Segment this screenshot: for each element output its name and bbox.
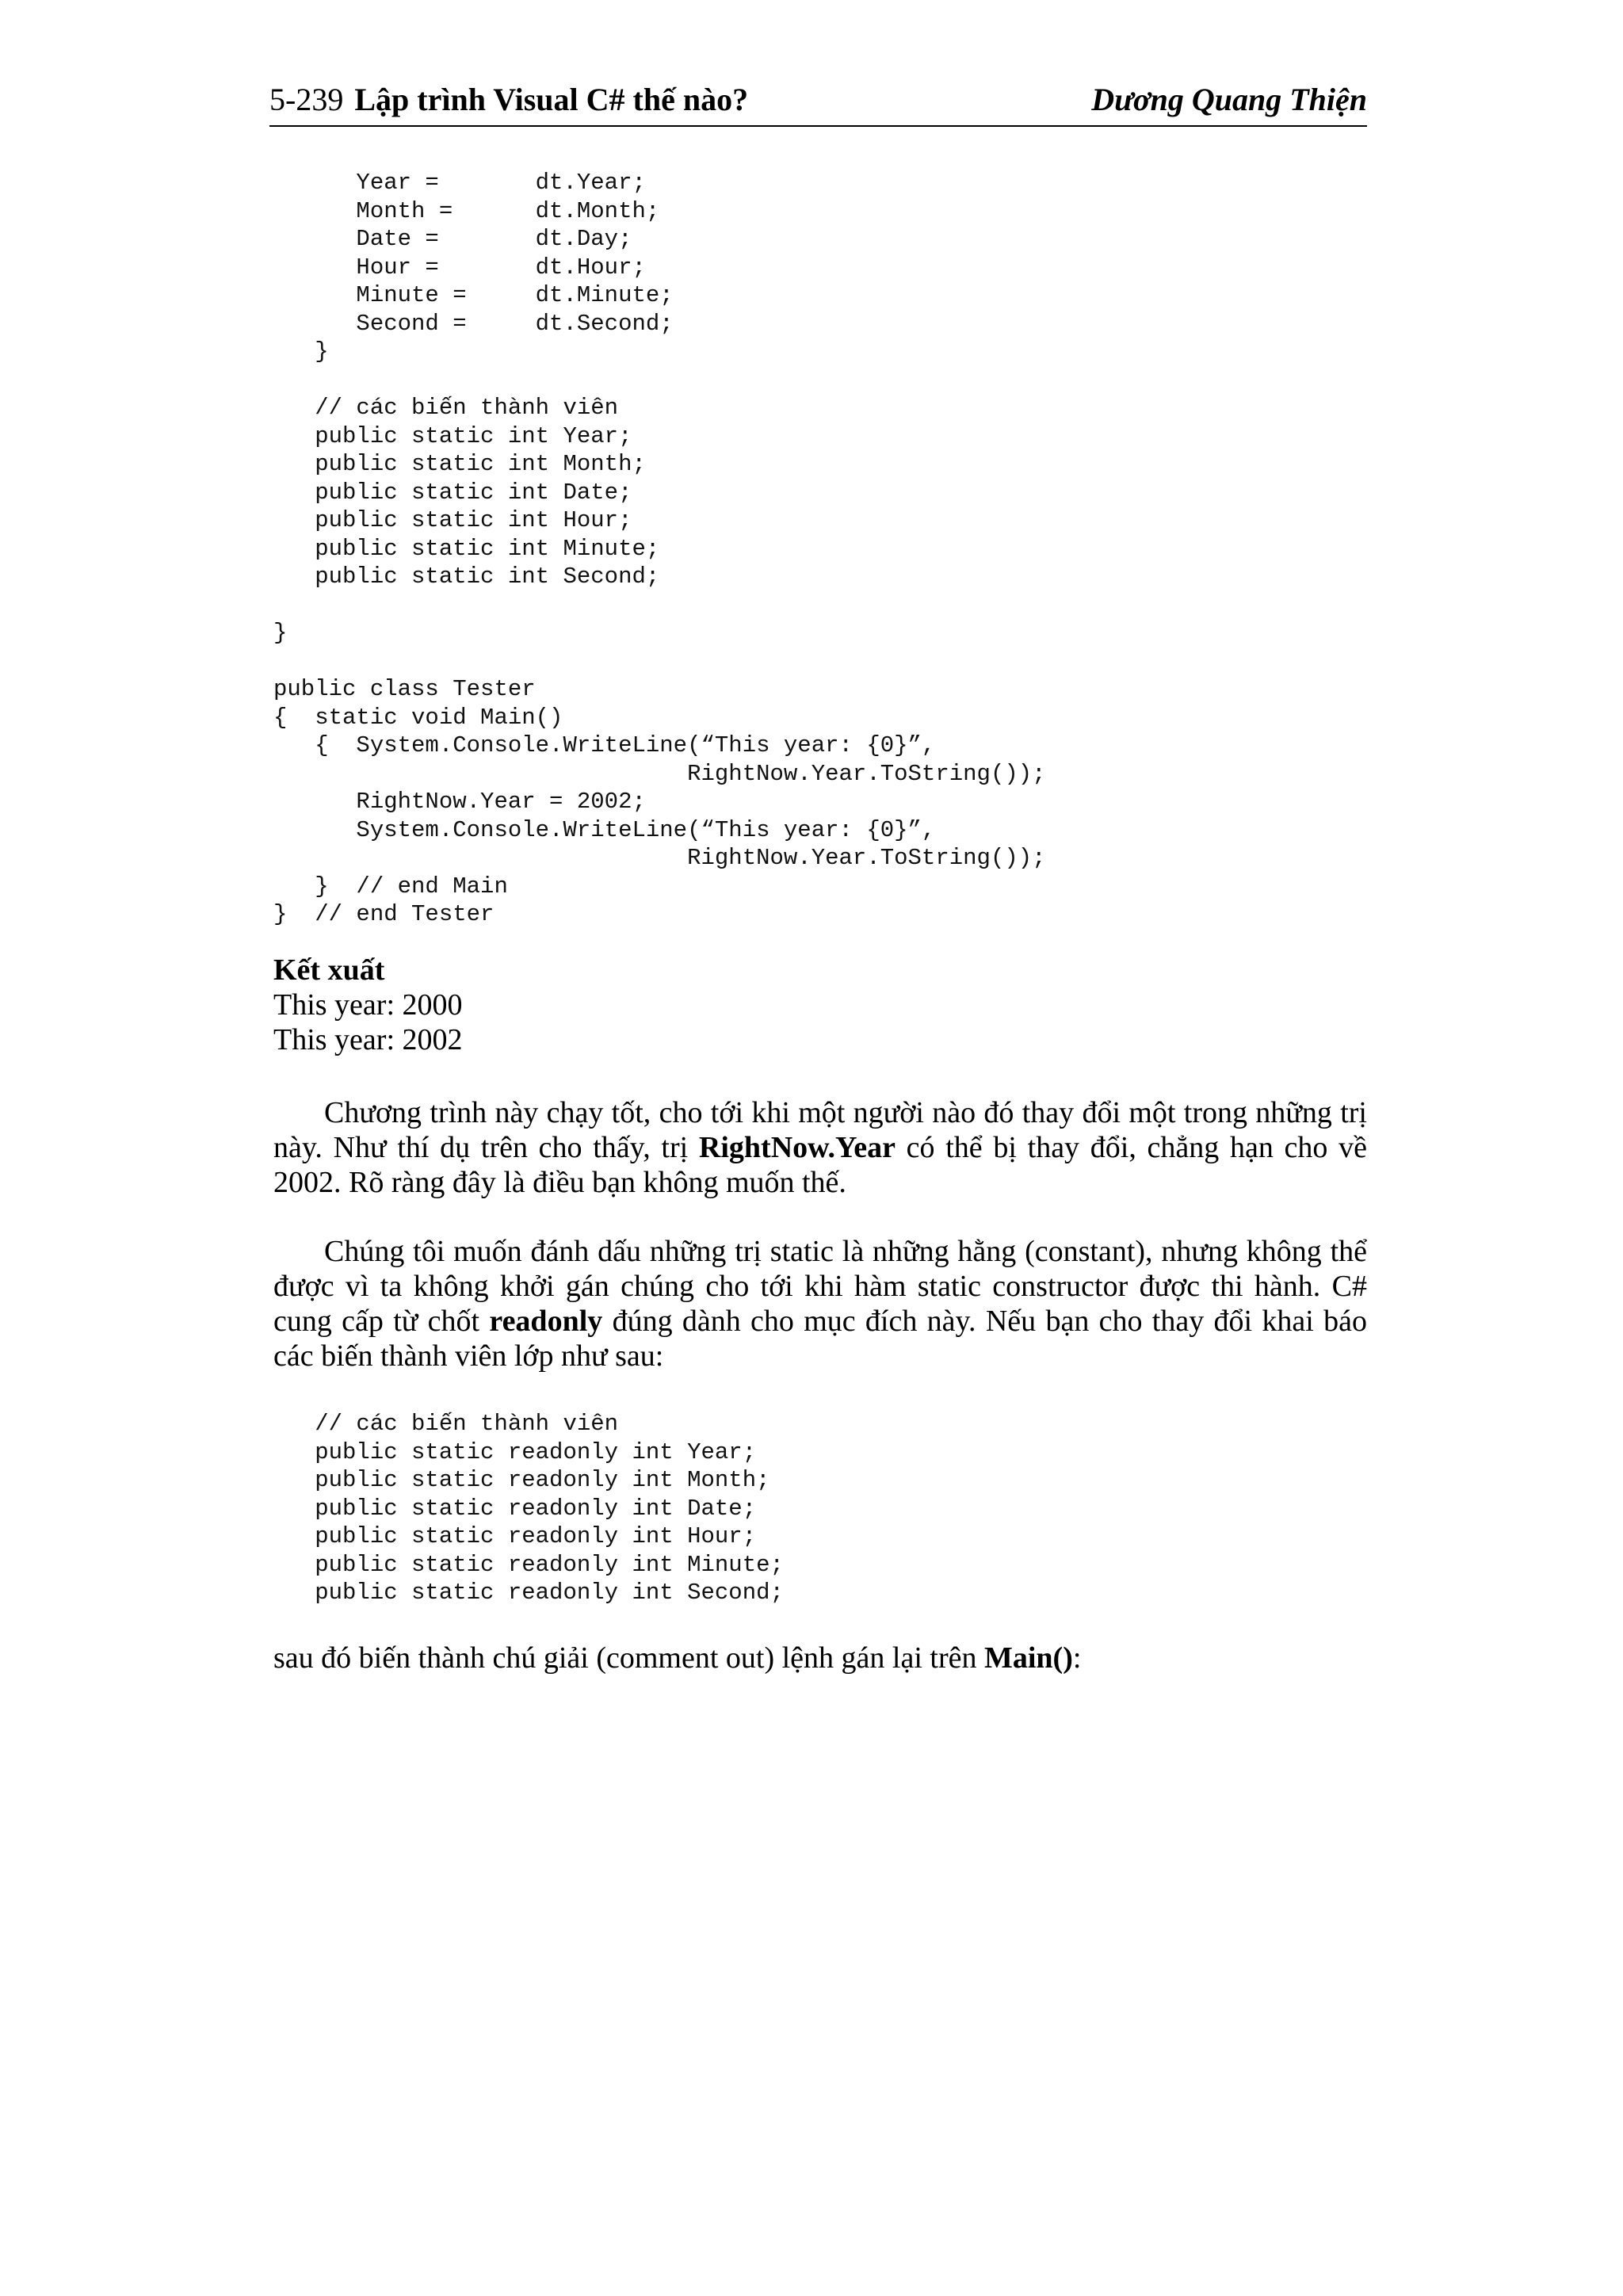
paragraph-1 <box>273 1095 1367 1200</box>
text-run: : <box>1072 1641 1082 1675</box>
output-section <box>273 953 463 1057</box>
inline-code-bold: RightNow.Year <box>698 1131 896 1164</box>
paragraph-line: Chương trình này chạy tốt, cho tới khi một người nào đó thay đổi một trong những trị <box>324 1096 1367 1129</box>
header-left <box>269 78 748 122</box>
code-line: public static int Second; <box>273 563 660 590</box>
paragraph-line <box>273 1130 1367 1165</box>
code-line: } // end Tester <box>273 901 495 927</box>
code-line: Hour = dt.Hour; <box>273 254 646 281</box>
text-run: sau đó biến thành chú giải (comment out) lệnh gán lại trên <box>273 1641 984 1675</box>
code-line: Minute = dt.Minute; <box>273 282 674 308</box>
page-header <box>269 78 1367 127</box>
code-line: public static int Hour; <box>273 507 632 533</box>
code-line: Second = dt.Second; <box>273 310 674 337</box>
code-line: { static void Main() <box>273 704 563 731</box>
code-line: Year = dt.Year; <box>273 170 646 196</box>
paragraph-line <box>273 1641 1367 1675</box>
code-line: RightNow.Year = 2002; <box>273 789 646 815</box>
text-run: có thể bị thay đổi, chẳng hạn cho về <box>895 1131 1367 1164</box>
code-line: { System.Console.WriteLine(“This year: {0}”, <box>273 732 936 758</box>
code-line: } // end Main <box>273 873 508 900</box>
keyword-bold: readonly <box>489 1305 603 1338</box>
code-line: // các biến thành viên <box>273 395 619 421</box>
code-block-main <box>273 169 1046 929</box>
paragraph-line: được vì ta không khởi gán chúng cho tới khi hàm static constructor được thi hành. C# <box>273 1270 1367 1303</box>
code-line: RightNow.Year.ToString()); <box>273 845 1046 871</box>
output-line: This year: 2002 <box>273 1023 463 1056</box>
code-line: public static int Minute; <box>273 535 660 562</box>
paragraph-3 <box>273 1641 1367 1675</box>
text-run: đúng dành cho mục đích này. Nếu bạn cho thay đổi khai báo <box>602 1305 1367 1338</box>
code-line: RightNow.Year.ToString()); <box>273 760 1046 787</box>
code-line: public static int Date; <box>273 479 632 506</box>
output-line: This year: 2000 <box>273 988 463 1022</box>
code-line: } <box>273 620 288 646</box>
text-run: cung cấp từ chốt <box>273 1305 490 1338</box>
page-number: 5-239 <box>269 82 344 117</box>
code-line: public static readonly int Month; <box>273 1467 770 1493</box>
paragraph-line <box>273 1304 1367 1339</box>
code-line: public static readonly int Year; <box>273 1438 757 1465</box>
code-line: public static int Month; <box>273 451 646 477</box>
code-line: public static readonly int Minute; <box>273 1551 784 1578</box>
paragraph-2 <box>273 1234 1367 1373</box>
code-line: public static readonly int Date; <box>273 1495 757 1522</box>
paragraph-line: các biến thành viên lớp như sau: <box>273 1339 664 1373</box>
output-heading: Kết xuất <box>273 953 385 987</box>
code-line: } <box>273 338 329 365</box>
paragraph-line: 2002. Rõ ràng đây là điều bạn không muốn thế. <box>273 1166 846 1199</box>
book-title: Lập trình Visual C# thế nào? <box>354 82 749 117</box>
code-line: public static readonly int Hour; <box>273 1523 757 1549</box>
code-block-readonly <box>273 1410 784 1607</box>
author-name: Dương Quang Thiện <box>1091 82 1367 117</box>
code-line: Date = dt.Day; <box>273 226 632 252</box>
text-run: này. Như thí dụ trên cho thấy, trị <box>273 1131 699 1164</box>
code-line: System.Console.WriteLine(“This year: {0}”, <box>273 816 936 843</box>
code-line: public static readonly int Second; <box>273 1580 784 1606</box>
method-name-bold: Main() <box>983 1641 1073 1675</box>
paragraph-line: Chúng tôi muốn đánh dấu những trị static là những hằng (constant), nhưng không thể <box>324 1235 1367 1268</box>
code-line: public static int Year; <box>273 422 632 449</box>
code-line: public class Tester <box>273 676 536 702</box>
code-line: // các biến thành viên <box>273 1411 619 1437</box>
code-line: Month = dt.Month; <box>273 197 660 224</box>
